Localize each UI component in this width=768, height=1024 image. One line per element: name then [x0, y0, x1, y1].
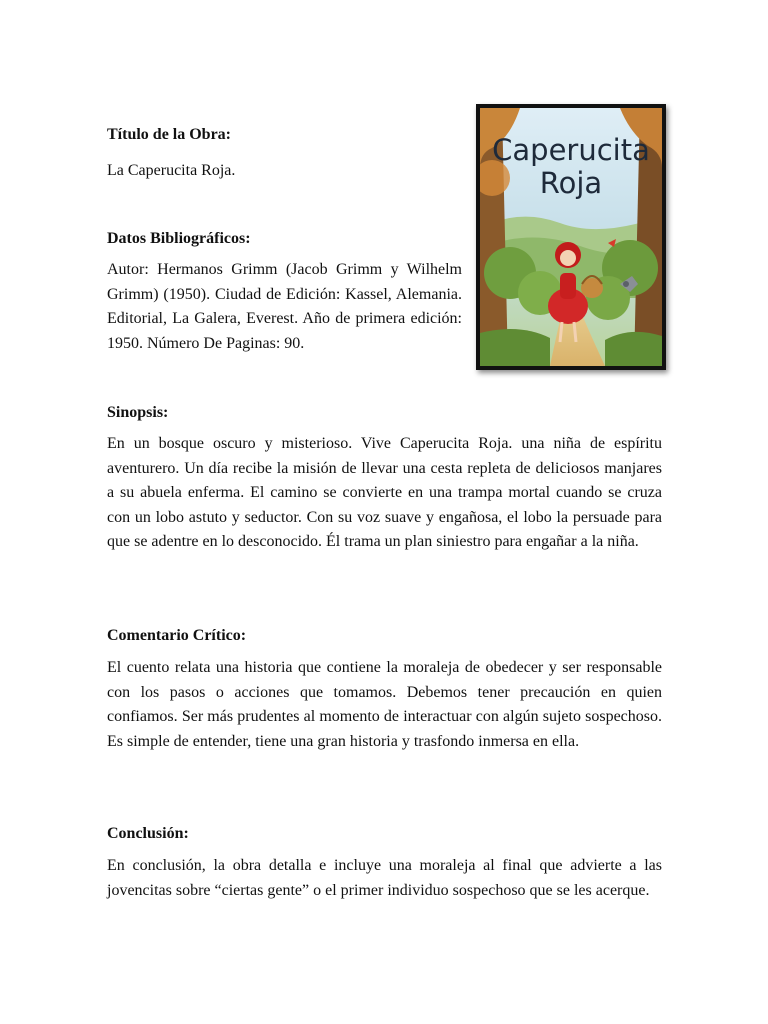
section-heading-titulo: Título de la Obra: [107, 126, 232, 143]
book-cover-illustration [480, 108, 662, 366]
section-text-titulo: La Caperucita Roja. [107, 162, 236, 179]
section-heading-conclusion: Conclusión: [107, 825, 189, 842]
section-text-sinopsis: En un bosque oscuro y misterioso. Vive Caperucita Roja. una niña de espíritu aventurero. Un día recibe la misión de llevar una cesta repleta de deliciosos manjares a su abuela enferma. El camino se convierte en una trampa mortal cuando se cruza con un lobo astuto y seductor. Con su voz suave y engañosa, el lobo la persuade para que se adentre en lo desconocido. Él trama un plan siniestro para engañar a la niña. [107, 435, 662, 551]
section-text-datos-bibliograficos: Autor: Hermanos Grimm (Jacob Grimm y Wilhelm Grimm) (1950). Ciudad de Edición: Kassel, Alemania. Editorial, La Galera, Everest. Año de primera edición: 1950. Número De Paginas: 90. [107, 261, 462, 352]
section-heading-comentario-critico: Comentario Crítico: [107, 627, 247, 644]
section-heading-datos-bibliograficos: Datos Bibliográficos: [107, 230, 251, 247]
cover-title-line1: Caperucita [492, 133, 650, 167]
section-text-comentario-critico: El cuento relata una historia que contiene la moraleja de obedecer y ser responsable con los pasos o acciones que tomamos. Debemos tener precaución en quien confiamos. Ser más prudentes al momento de interactuar con algún sujeto sospechoso. Es simple de entender, tiene una gran historia y trasfondo inmersa en ella. [107, 659, 662, 750]
cover-title-line2: Roja [539, 166, 603, 200]
section-text-conclusion: En conclusión, la obra detalla e incluye una moraleja al final que advierte a las jovencitas sobre “ciertas gente” o el primer individuo sospechoso que se les acerque. [107, 857, 662, 899]
section-heading-sinopsis: Sinopsis: [107, 404, 169, 421]
book-cover-image [476, 104, 666, 370]
